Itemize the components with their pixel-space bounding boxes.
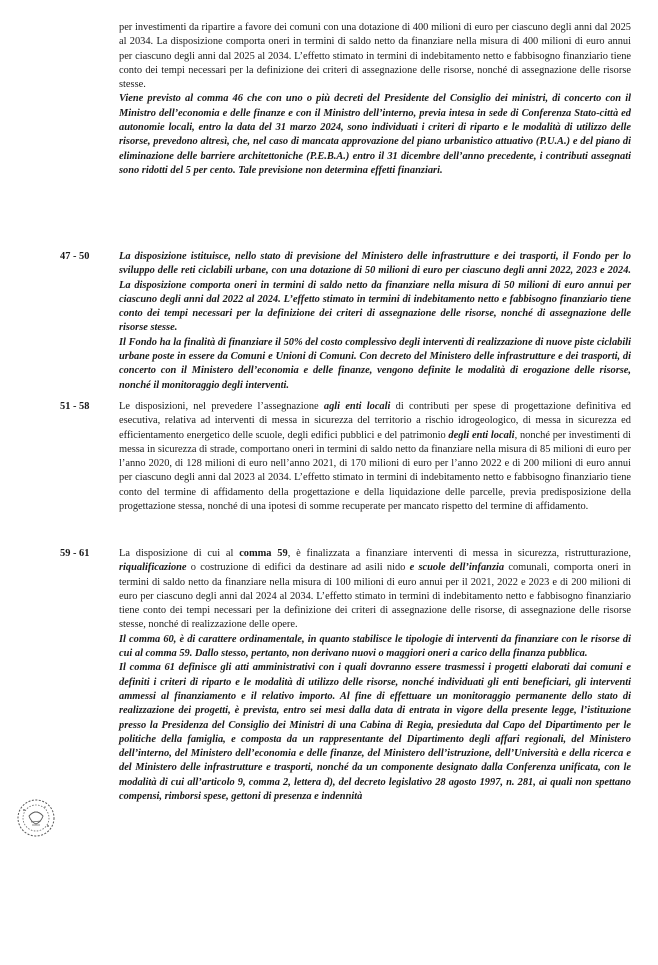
paragraph	[119, 633, 631, 662]
section-body	[119, 250, 631, 393]
text-run: Il comma 61 definisce gli atti amministrativi con i quali dovranno essere trasmessi i progetti elaborati dai comuni e definiti i criteri di riparto e le modalità di utilizzo delle risorse, nonché individuati gli enti beneficiari, gli interventi ammessi al finanziamento e il relativo importo. Al fine di effettuare un monitoraggio permanente dello stato di realizzazione dei progetti, è prevista, entro sei mesi dalla data di entrata in vigore della presente legge, l’istituzione presso la Presidenza del Consiglio dei Ministri di una Cabina di Regia, presieduta dal Capo del Dipartimento per le politiche della famiglia, e composta da un rappresentante del Dipartimento degli affari regionali, del Ministero dell’interno, del Ministero dell’economia e delle finanze, del Ministero dell’istruzione, dell’Università e della ricerca e del Ministero delle infrastrutture e trasporti, nonché da un componente designato dalla Conferenza unificata, con le modalità di cui all’articolo 9, comma 2, lettera d), del decreto legislativo 28 agosto 1997, n. 281, ai quali non spettano compensi, rimborsi spese, gettoni di presenza e indennità	[119, 662, 631, 803]
section-number: 47 - 50	[60, 251, 90, 262]
paragraph	[119, 336, 631, 393]
paragraph	[119, 21, 631, 92]
text-run: di contributi per spese di progettazione definitiva ed esecutiva, relativa ad interventi di messa in sicurezza del territorio a rischio idrogeologico, di messa in sicurezza ed efficientamento energetico delle scuole, degli edifici pubblici e del patrimonio	[119, 401, 631, 441]
paragraph	[119, 92, 631, 178]
text-run: o costruzione di edifici da destinare ad asili nido	[186, 562, 410, 574]
text-run: e scuole dell’infanzia	[409, 562, 505, 574]
text-run: comunali, comporta oneri in termini di saldo netto da finanziare nella misura di 100 milioni di euro annui per il 2021, 2022 e 2023 e di 200 milioni di euro per ciascuno degli anni dal 2024 al 2034. L’effetto stimato in termini di indebitamento netto e fabbisogno finanziario tiene conto dei tempi necessari per la definizione dei criteri di assegnazione delle risorse, di assegnazione delle risorse stesse, nonché di realizzazione delle opere.	[119, 562, 631, 631]
text-run: riqualificazione	[119, 562, 187, 574]
paragraph	[119, 547, 631, 633]
text-run: , è finalizzata a finanziare interventi di messa in sicurezza, ristrutturazione,	[287, 548, 631, 559]
paragraph	[119, 400, 631, 514]
text-run: Il Fondo ha la finalità di finanziare il 50% del costo complessivo degli interventi di realizzazione di nuove piste ciclabili urbane poste in essere da Comuni e Unioni di Comuni. Con decreto del Ministero delle infrastrutture e dei trasporti, di concerto con il Ministero dell’economia e delle finanze, vengono definite le modalità di erogazione delle risorse, nonché il monitoraggio degli interventi.	[119, 336, 631, 391]
paragraph	[119, 250, 631, 336]
text-run: , nonché per investimenti di messa in sicurezza di strade, comportano oneri in termini di saldo netto da finanziare nella misura di 85 milioni di euro per l’anno 2020, di 128 milioni di euro nell’anno 2021, di 170 milioni di euro per l’anno 2022 e di 200 milioni di euro annui per ciascuno degli anni dal 2023 al 2034. L’effetto stimato in termini di indebitamento netto e fabbisogno finanziario tiene conto del termine di affidamento della progettazione e della liquidazione delle parcelle, previa predisposizione della progettazione stessa, nonché di una ipotesi di somme recuperate per mancato rispetto del termine di affidamento.	[119, 429, 631, 513]
text-run: Le disposizioni, nel prevedere l’assegnazione	[119, 401, 324, 412]
section-number: 51 - 58	[60, 401, 90, 412]
section-body	[119, 21, 631, 178]
section-body	[119, 400, 631, 514]
text-run: comma 59	[239, 548, 288, 559]
section-body	[119, 547, 631, 804]
text-run: Il comma 60, è di carattere ordinamentale, in quanto stabilisce le tipologie di interventi da finanziare con le risorse di cui al comma 59. Dallo stesso, pertanto, non derivano nuovi o maggiori oneri a carico della finanza pubblica.	[119, 633, 631, 660]
text-run: degli enti locali	[448, 429, 515, 441]
official-seal-stamp-icon	[14, 796, 58, 840]
text-run: per investimenti da ripartire a favore dei comuni con una dotazione di 400 milioni di euro per ciascuno degli anni dal 2025 al 2034. La disposizione comporta oneri in termini di saldo netto da finanziare nella misura di 400 milioni di euro annui per ciascuno degli anni dal 2025 al 2034. L’effetto stimato in termini di indebitamento netto e fabbisogno finanziario tiene conto dei tempi necessari per la definizione dei criteri di assegnazione delle risorse, nonché di assegnazione delle risorse stesse.	[119, 22, 631, 91]
section-number: 59 - 61	[60, 548, 90, 559]
text-run: La disposizione istituisce, nello stato di previsione del Ministero delle infrastrutture e dei trasporti, il Fondo per lo sviluppo delle reti ciclabili urbane, con una dotazione di 50 milioni di euro per ciascuno degli anni 2022, 2023 e 2024. La disposizione comporta oneri in termini di saldo netto da finanziare nella misura di 50 milioni di euro annui per ciascuno degli anni dal 2022 al 2024. L’effetto stimato in termini di indebitamento netto e fabbisogno finanziario tiene conto dei tempi necessari per la definizione dei criteri di assegnazione delle risorse, nonché di assegnazione delle risorse stesse.	[119, 251, 631, 334]
text-run: agli enti locali	[323, 401, 391, 412]
text-run: La disposizione di cui al	[119, 548, 240, 559]
text-run: Viene previsto al comma 46 che con uno o più decreti del Presidente del Consiglio dei ministri, di concerto con il Ministro dell’economia e delle finanze e con il Ministro dell’interno, previa intesa in sede di Conferenza Stato-città ed autonomie locali, entro la data del 31 marzo 2024, sono individuati i criteri di riparto e le modalità di utilizzo delle risorse, prevedono altresì, che, nel caso di mancata approvazione del piano urbanistico attuativo (P.U.A.) e del piano di eliminazione delle barriere architettoniche (P.E.B.A.) entro il 31 dicembre dell’anno precedente, i contributi assegnati sono ridotti del 5 per cento. Tale previsione non determina effetti finanziari.	[119, 93, 631, 176]
paragraph	[119, 661, 631, 804]
